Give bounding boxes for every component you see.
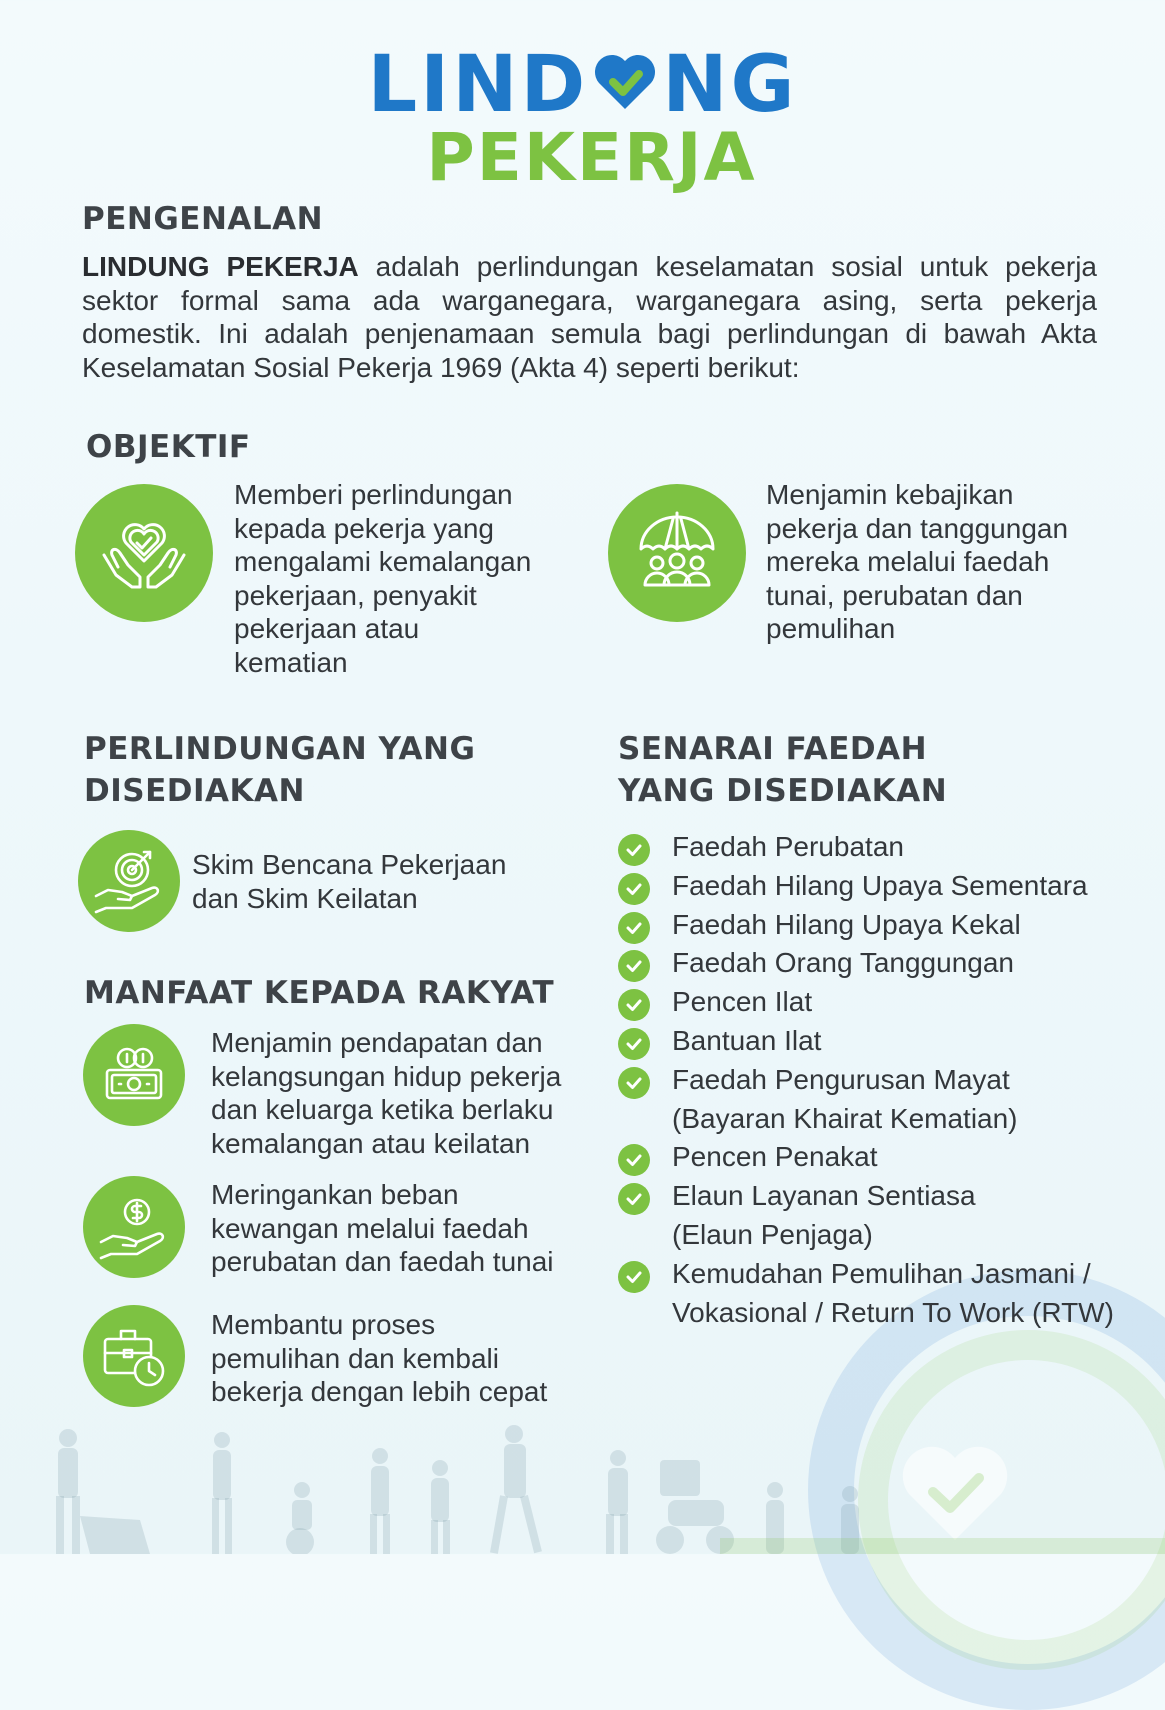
umbrella-family-icon <box>608 484 746 622</box>
logo-pekerja: PEKERJA <box>426 119 757 196</box>
list-item: Faedah Orang Tanggungan <box>618 944 1148 983</box>
perlindungan-item-text: Skim Bencana Pekerjaan dan Skim Keilatan <box>192 849 507 914</box>
check-icon <box>618 912 650 944</box>
briefcase-clock-icon <box>83 1305 185 1407</box>
list-item: Kemudahan Pemulihan Jasmani / Vokasional / Return To Work (RTW) <box>618 1255 1148 1333</box>
money-icon <box>83 1024 185 1126</box>
pengenalan-heading: PENGENALAN <box>82 201 324 237</box>
manfaat-item-1-text: Menjamin pendapatan dan kelangsungan hidup pekerja dan keluarga ketika berlaku kemalangan atau keilatan <box>211 1027 562 1159</box>
check-icon <box>618 950 650 982</box>
check-icon <box>618 1144 650 1176</box>
workers-silhouette-image <box>0 1420 1165 1554</box>
pengenalan-text: LINDUNG PEKERJA adalah perlindungan keselamatan sosial untuk pekerja sektor formal sama ada warganegara, warganegara asing, serta pekerja domestik. Ini adalah penjenamaan semula bagi perlindungan di bawah Akta Keselamatan Sosial Pekerja 1969 (Akta 4) seperti berikut: <box>82 251 1097 383</box>
check-icon <box>618 989 650 1021</box>
list-item: Bantuan Ilat <box>618 1022 1148 1061</box>
list-item: Faedah Perubatan <box>618 828 1148 867</box>
check-icon <box>618 1183 650 1215</box>
perlindungan-heading: PERLINDUNGAN YANG DISEDIAKAN <box>84 731 476 809</box>
check-icon <box>618 873 650 905</box>
objektif-item-2-text: Menjamin kebajikan pekerja dan tanggungan mereka melalui faedah tunai, perubatan dan pemulihan <box>766 479 1069 644</box>
lindung-pekerja-bold: LINDUNG PEKERJA <box>82 251 359 282</box>
list-item: Elaun Layanan Sentiasa (Elaun Penjaga) <box>618 1177 1148 1255</box>
list-item: Faedah Hilang Upaya Sementara <box>618 867 1148 906</box>
heart-check-logo-icon <box>590 47 660 117</box>
heart-hands-icon <box>75 484 213 622</box>
coin-hand-icon <box>83 1176 185 1278</box>
check-icon <box>618 834 650 866</box>
senarai-heading: SENARAI FAEDAH YANG DISEDIAKAN <box>618 731 948 809</box>
check-icon <box>618 1261 650 1293</box>
list-item: Faedah Pengurusan Mayat (Bayaran Khairat Kematian) <box>618 1061 1148 1139</box>
objektif-item-1-text: Memberi perlindungan kepada pekerja yang mengalami kemalangan pekerjaan, penyakit pekerjaan atau kematian <box>234 479 532 678</box>
logo-lindung: LIND NG <box>367 40 798 130</box>
benefit-list <box>618 828 1148 1332</box>
manfaat-item-2-text: Meringankan beban kewangan melalui faedah perubatan dan faedah tunai <box>211 1179 554 1277</box>
list-item: Pencen Penakat <box>618 1138 1148 1177</box>
list-item: Pencen Ilat <box>618 983 1148 1022</box>
check-icon <box>618 1028 650 1060</box>
list-item: Faedah Hilang Upaya Kekal <box>618 906 1148 945</box>
objektif-heading: OBJEKTIF <box>86 429 251 465</box>
manfaat-heading: MANFAAT KEPADA RAKYAT <box>84 975 555 1011</box>
target-hand-icon <box>78 830 180 932</box>
manfaat-item-3-text: Membantu proses pemulihan dan kembali bekerja dengan lebih cepat <box>211 1309 548 1407</box>
check-icon <box>618 1067 650 1099</box>
